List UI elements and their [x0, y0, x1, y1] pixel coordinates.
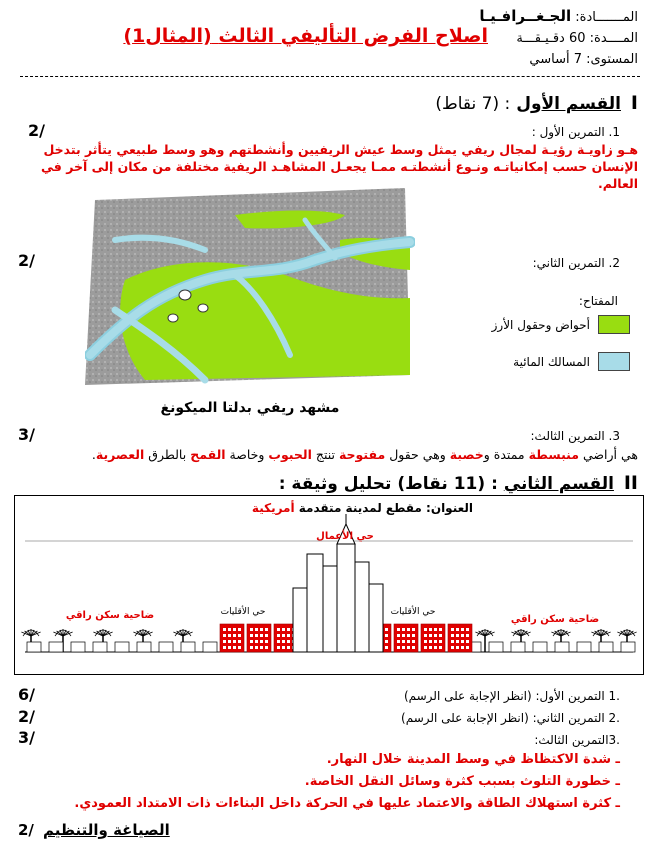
duration-line	[468, 28, 638, 49]
pond	[179, 290, 191, 300]
house	[533, 642, 547, 652]
label-minority-right: حي الأقليات	[390, 607, 436, 617]
answer-text: تنتج	[311, 447, 339, 462]
mekong-map-svg	[85, 180, 415, 420]
city-section-document	[14, 495, 644, 675]
legend-item-rice	[430, 315, 630, 334]
part2-points: : (11 نقاط) تحليل وثيقة :	[278, 474, 498, 494]
house	[181, 642, 195, 652]
subject-label: المـــــــادة:	[575, 10, 638, 25]
p1-ex1-label: 1. التمرين الأول :	[531, 125, 620, 139]
part2-number: II	[623, 472, 638, 494]
p2-ex2-score: 2/	[18, 707, 35, 726]
minority-building	[394, 624, 418, 652]
p1-ex3-score: 3/	[18, 425, 35, 444]
label-suburb-left: ضاحية سكن راقي	[65, 610, 155, 621]
p2-ex1-label: .1 التمرين الأول: (انظر الإجابة على الرسم)	[403, 689, 620, 703]
legend-item-water	[430, 352, 630, 371]
legend-label-water: المسالك المائية	[513, 354, 590, 369]
legend-title: المفتاح:	[578, 294, 618, 308]
legend-swatch-rice	[598, 315, 630, 334]
mekong-map	[85, 180, 415, 420]
part2-heading	[279, 472, 638, 494]
p2-ex3-answers	[60, 749, 620, 815]
house	[115, 642, 129, 652]
level-line: المستوى: 7 أساسي	[529, 52, 638, 67]
part1-title: القسم الأول	[516, 94, 621, 114]
minority-building	[247, 624, 271, 652]
page-title	[123, 25, 488, 47]
duration-label: المــــدة:	[589, 31, 638, 46]
header	[468, 6, 638, 70]
house	[93, 642, 107, 652]
header-divider	[20, 76, 640, 77]
house	[489, 642, 503, 652]
footer	[18, 820, 170, 839]
legend-label-rice: أحواض وحقول الأرز	[491, 317, 590, 332]
doc-title-prefix: العنوان: مقطع لمدينة متقدمة	[294, 501, 473, 515]
pond	[198, 304, 208, 312]
minority-building	[421, 624, 445, 652]
house	[71, 642, 85, 652]
p2-ex3-answer-1: ـ شدة الاكتظاظ في وسط المدينة خلال النهار.	[326, 752, 620, 767]
p1-ex1-answer: هـو زاويـة رؤيـة لمجال ريفي يمثل وسط عيش الريفيين وأنشطتهم وهو وسط طبيعي يتأثر بتدخل الإنسان حسب إمكانياتـه ونـوع أنشطتـه ممـا يجعـل المشاهـد الريفية مختلفة من مكان إلى آخر في العالم.	[41, 142, 638, 191]
answer-text: .	[91, 447, 96, 462]
subject-value: الجـغــرافـيـا	[479, 7, 572, 25]
part2-title: القسم الثاني	[503, 474, 614, 494]
p2-ex2-label: .2 التمرين الثاني: (انظر الإجابة على الرسم)	[401, 711, 620, 725]
pond	[168, 314, 178, 322]
house	[511, 642, 525, 652]
footer-label: الصياغة والتنظيم	[43, 821, 170, 839]
page-title-suffix: (المثال1)	[123, 25, 212, 47]
label-business-district: حي الأعمال	[316, 531, 374, 542]
answer-keyword: العصرية	[95, 447, 145, 462]
answer-text: بالطرق	[144, 447, 191, 462]
p1-ex2-label: 2. التمرين الثاني:	[532, 256, 620, 270]
label-suburb-right: ضاحية سكن راقي	[510, 614, 600, 625]
p2-ex3-answer-3: ـ كثرة استهلاك الطاقة والاعتماد عليها في الحركة داخل البناءات ذات الامتداد العمودي.	[74, 796, 620, 811]
legend-swatch-water	[598, 352, 630, 371]
p2-ex1-score: 6/	[18, 685, 35, 704]
city-section-svg	[15, 496, 643, 674]
house	[599, 642, 613, 652]
house	[159, 642, 173, 652]
map-caption: مشهد ريفي بدلتا الميكونغ	[160, 400, 340, 416]
answer-keyword: الحبوب	[268, 447, 312, 462]
house	[49, 642, 63, 652]
p2-ex3-answer-2: ـ خطورة التلوث بسبب كثرة وسائل النقل الخاصة.	[304, 774, 620, 789]
part1-heading	[435, 92, 638, 114]
answer-keyword: خصبة	[449, 447, 484, 462]
page-title-main: اصلاح الفرض التأليفي الثالث	[218, 25, 488, 47]
p1-ex2-score: 2/	[18, 251, 35, 270]
duration-value: 60 دقـيـقـــة	[516, 31, 586, 46]
answer-keyword: مفتوحة	[338, 447, 386, 462]
house	[555, 642, 569, 652]
answer-keyword: منبسطة	[528, 447, 580, 462]
p1-ex1-score: 2/	[28, 121, 45, 140]
house	[577, 642, 591, 652]
part1-number: I	[630, 92, 638, 114]
house	[27, 642, 41, 652]
p2-ex3-score: 3/	[18, 728, 35, 747]
doc-title-red: أمريكية	[251, 501, 295, 515]
answer-keyword: القمح	[190, 447, 226, 462]
answer-text: وخاصة	[225, 447, 269, 462]
answer-text: ممتدة و	[483, 447, 529, 462]
answer-text: هي أراضي	[579, 447, 638, 462]
label-minority-left: حي الأقليات	[220, 607, 266, 617]
p1-ex3-answer	[22, 447, 638, 462]
answer-text: وهي حقول	[385, 447, 450, 462]
house	[621, 642, 635, 652]
house	[203, 642, 217, 652]
p2-ex3-label: .3التمرين الثالث:	[534, 733, 620, 747]
legend	[430, 315, 630, 371]
footer-score: 2/	[18, 821, 34, 839]
minority-building	[220, 624, 244, 652]
subject-line	[468, 6, 638, 28]
house	[137, 642, 151, 652]
part1-points: : (7 نقاط)	[435, 94, 511, 114]
minority-building	[448, 624, 472, 652]
p1-ex3-label: 3. التمرين الثالث:	[530, 429, 620, 443]
